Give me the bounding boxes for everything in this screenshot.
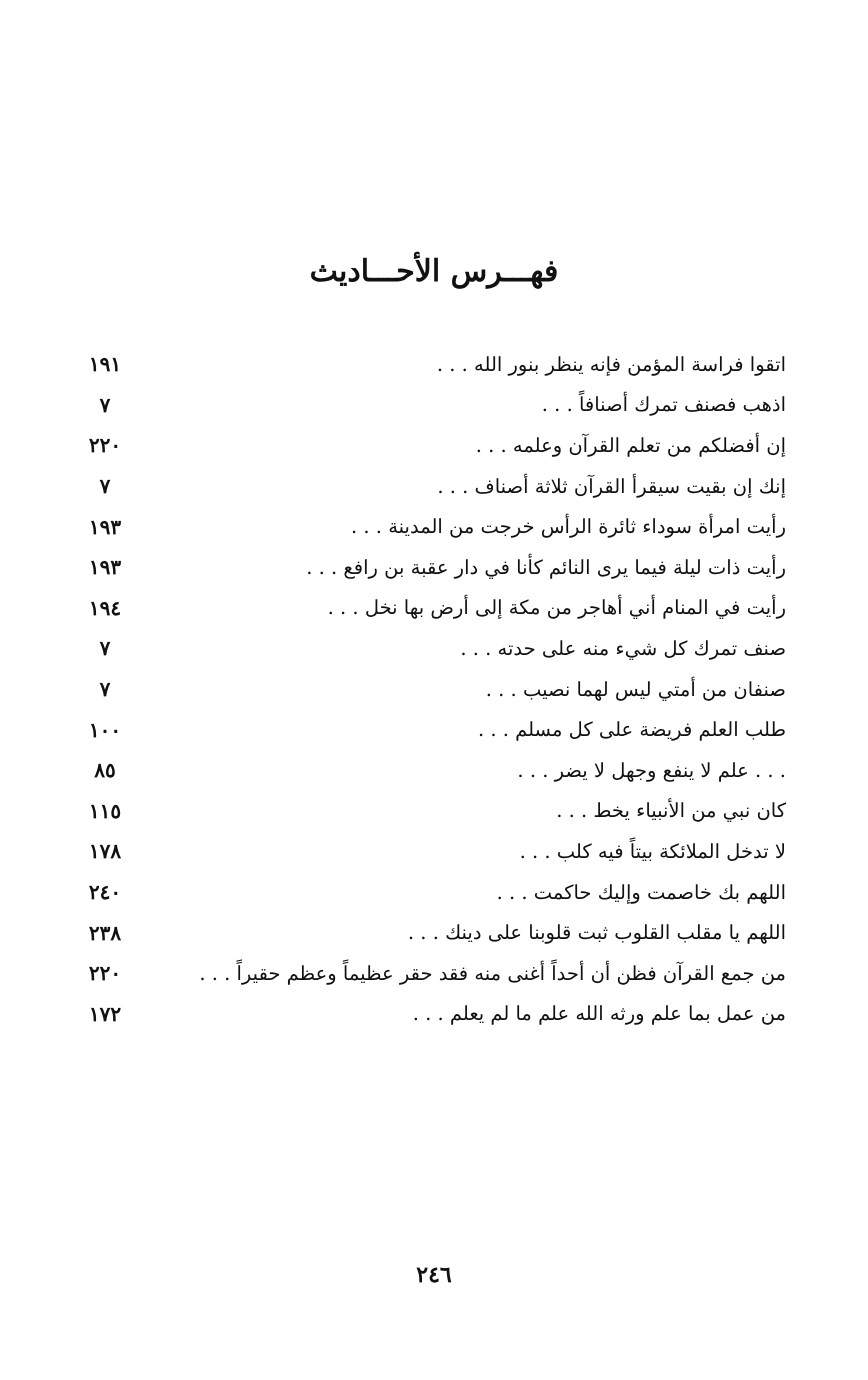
entry-hadith-text: . . . علم لا ينفع وجهل لا يضر . . . — [517, 758, 786, 782]
entry-hadith-text: رأيت ذات ليلة فيما يرى النائم كأنا في دار عقبة بن رافع . . . — [306, 555, 786, 579]
entry-hadith-text: صنفان من أمتي ليس لهما نصيب . . . — [485, 677, 786, 701]
entry-page-number: ١٩٤ — [88, 595, 122, 620]
index-entry — [70, 791, 786, 832]
entry-page-number: ٨٥ — [94, 758, 116, 783]
index-entry — [70, 506, 786, 547]
entry-hadith-text: من عمل بما علم ورثه الله علم ما لم يعلم . . . — [412, 1002, 786, 1026]
entry-page-number: ١٩١ — [88, 352, 122, 377]
hadith-index-list — [70, 344, 786, 1034]
index-entry — [70, 385, 786, 426]
index-entry — [70, 912, 786, 953]
entry-hadith-text: من جمع القرآن فظن أن أحداً أغنى منه فقد حقر عظيماً وعظم حقيراً . . . — [199, 961, 786, 985]
index-entry — [70, 588, 786, 629]
entry-page-number: ١٩٣ — [88, 555, 122, 580]
entry-hadith-text: كان نبي من الأنبياء يخط . . . — [556, 799, 786, 823]
entry-hadith-text: رأيت امرأة سوداء ثائرة الرأس خرجت من المدينة . . . — [351, 515, 786, 539]
index-entry — [70, 953, 786, 994]
entry-page-number: ٢٢٠ — [88, 961, 122, 986]
index-entry — [70, 831, 786, 872]
entry-page-number: ١٩٣ — [88, 514, 122, 539]
page-title: فهـــرس الأحـــاديث — [309, 254, 559, 289]
index-entry — [70, 994, 786, 1035]
index-entry — [70, 750, 786, 791]
entry-page-number: ٧ — [99, 636, 111, 661]
index-entry — [70, 872, 786, 913]
entry-page-number: ١٠٠ — [88, 717, 122, 742]
entry-hadith-text: اللهم يا مقلب القلوب ثبت قلوبنا على دينك . . . — [407, 921, 786, 945]
entry-hadith-text: إن أفضلكم من تعلم القرآن وعلمه . . . — [475, 433, 786, 457]
entry-page-number: ١١٥ — [88, 798, 122, 823]
entry-page-number: ٢٣٨ — [88, 920, 122, 945]
entry-hadith-text: اللهم بك خاصمت وإليك حاكمت . . . — [496, 880, 786, 904]
index-entry — [70, 669, 786, 710]
entry-hadith-text: اتقوا فراسة المؤمن فإنه ينظر بنور الله . . . — [436, 352, 786, 376]
index-entry — [70, 425, 786, 466]
entry-page-number: ٢٤٠ — [88, 880, 122, 905]
entry-page-number: ١٧٢ — [88, 1001, 122, 1026]
entry-page-number: ٧ — [99, 474, 111, 499]
index-entry — [70, 466, 786, 507]
index-entry — [70, 709, 786, 750]
page-number: ٢٤٦ — [416, 1262, 452, 1288]
entry-hadith-text: اذهب فصنف تمرك أصنافاً . . . — [541, 393, 786, 417]
entry-hadith-text: طلب العلم فريضة على كل مسلم . . . — [477, 718, 786, 742]
entry-page-number: ١٧٨ — [88, 839, 122, 864]
index-entry — [70, 628, 786, 669]
entry-hadith-text: لا تدخل الملائكة بيتاً فيه كلب . . . — [519, 839, 786, 863]
index-entry — [70, 344, 786, 385]
entry-page-number: ٧ — [99, 392, 111, 417]
entry-hadith-text: إنك إن بقيت سيقرأ القرآن ثلاثة أصناف . . . — [437, 474, 786, 498]
index-entry — [70, 547, 786, 588]
entry-page-number: ٢٢٠ — [88, 433, 122, 458]
entry-page-number: ٧ — [99, 677, 111, 702]
entry-hadith-text: صنف تمرك كل شيء منه على حدته . . . — [460, 636, 786, 660]
entry-hadith-text: رأيت في المنام أني أهاجر من مكة إلى أرض بها نخل . . . — [327, 596, 786, 620]
